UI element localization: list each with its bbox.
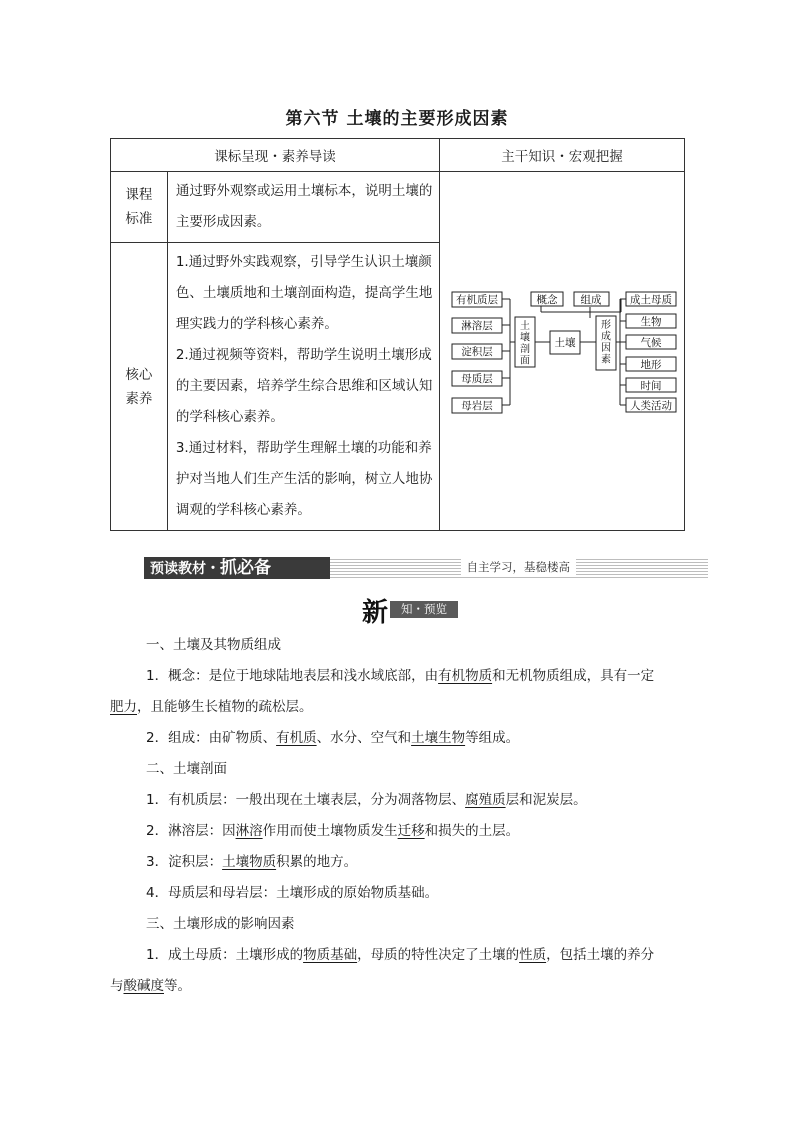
row-label-literacy [111, 243, 168, 531]
para-parent-material: 1．成土母质：土壤形成的物质基础，母质的特性决定了土壤的性质，包括土壤的养分 [146, 947, 655, 963]
table-header-left: 课标呈现・素养导读 [111, 139, 440, 172]
para-composition: 2．组成：由矿物质、有机质、水分、空气和土壤生物等组成。 [146, 730, 520, 746]
para-organic-layer: 1．有机质层：一般出现在土壤表层，分为凋落物层、腐殖质层和泥炭层。 [146, 792, 587, 808]
section-banner [144, 556, 708, 580]
literacy-item-2: 2.通过视频等资料，帮助学生说明土壤形成的主要因素，培养学生综合思维和区域认知的学科核心素养。 [175, 347, 433, 425]
label-deposition-layer: 淀积层 [461, 346, 493, 358]
label-organic-layer: 有机质层 [455, 294, 498, 306]
para-concept: 1．概念：是位于地球陆地表层和浅水域底部，由有机物质和无机物质组成，具有一定 肥力，且能够生长植物的疏松层。 [110, 668, 655, 715]
row-label-curriculum [111, 172, 168, 243]
para-deposition-layer: 3．淀积层：土壤物质积累的地方。 [146, 854, 358, 870]
banner-title [144, 557, 330, 579]
row-label-literacy-a: 核心 [125, 366, 153, 383]
banner-subtitle: 自主学习，基稳楼高 [461, 559, 577, 575]
literacy-item-3: 3.通过材料，帮助学生理解土壤的功能和养护对当地人们生产生活的影响，树立人地协调观的学科核心素养。 [175, 440, 433, 518]
banner-title-a: 预读教材・ [150, 561, 220, 577]
label-composition: 组成 [580, 294, 602, 306]
heading-3: 三、土壤形成的影响因素 [146, 916, 295, 932]
row-label-curriculum-a: 课程 [125, 187, 153, 203]
label-topography: 地形 [640, 359, 662, 371]
label-leaching-layer: 淋溶层 [461, 320, 493, 332]
label-soil-profile: 土壤剖面 [519, 321, 530, 367]
row-label-curriculum-b: 标准 [125, 211, 153, 227]
label-concept: 概念 [536, 294, 558, 306]
knowledge-diagram-cell [439, 172, 684, 531]
knowledge-diagram [440, 179, 684, 523]
literacy-item-1: 1.通过野外实践观察，引导学生认识土壤颜色、土壤质地和土壤剖面构造，提高学生地理实践力的学科核心素养。 [175, 254, 433, 332]
label-human-activity: 人类活动 [629, 400, 672, 412]
label-parent-material-layer: 母质层 [461, 373, 493, 385]
heading-1: 一、土壤及其物质组成 [146, 637, 281, 653]
curriculum-text: 通过野外观察或运用土壤标本，说明土壤的主要形成因素。 [167, 172, 439, 243]
content-body [110, 630, 690, 1002]
page-title: 第六节 土壤的主要形成因素 [285, 109, 509, 129]
label-organisms: 生物 [640, 316, 662, 328]
label-parent-rock-layer: 母岩层 [461, 400, 493, 412]
table-header-right: 主干知识・宏观把握 [439, 139, 684, 172]
subsection-big-char: 新 [362, 598, 389, 628]
label-formation-factors: 形成因素 [600, 320, 611, 366]
label-time: 时间 [640, 380, 662, 392]
para-leaching-layer: 2．淋溶层：因淋溶作用而使土壤物质发生迁移和损失的土层。 [146, 823, 520, 839]
heading-2: 二、土壤剖面 [146, 761, 227, 777]
label-soil-center: 土壤 [554, 337, 576, 349]
banner-title-b: 抓必备 [220, 558, 271, 578]
label-climate: 气候 [640, 337, 662, 349]
label-parent-material: 成土母质 [629, 294, 672, 306]
literacy-text [167, 243, 439, 531]
para-parent-layers: 4．母质层和母岩层：土壤形成的原始物质基础。 [146, 885, 439, 901]
subsection-pill: 知・预览 [390, 601, 458, 618]
row-label-literacy-b: 素养 [125, 390, 153, 407]
overview-table [110, 138, 685, 531]
para-parent-material-cont: 与酸碱度等。 [110, 978, 191, 994]
